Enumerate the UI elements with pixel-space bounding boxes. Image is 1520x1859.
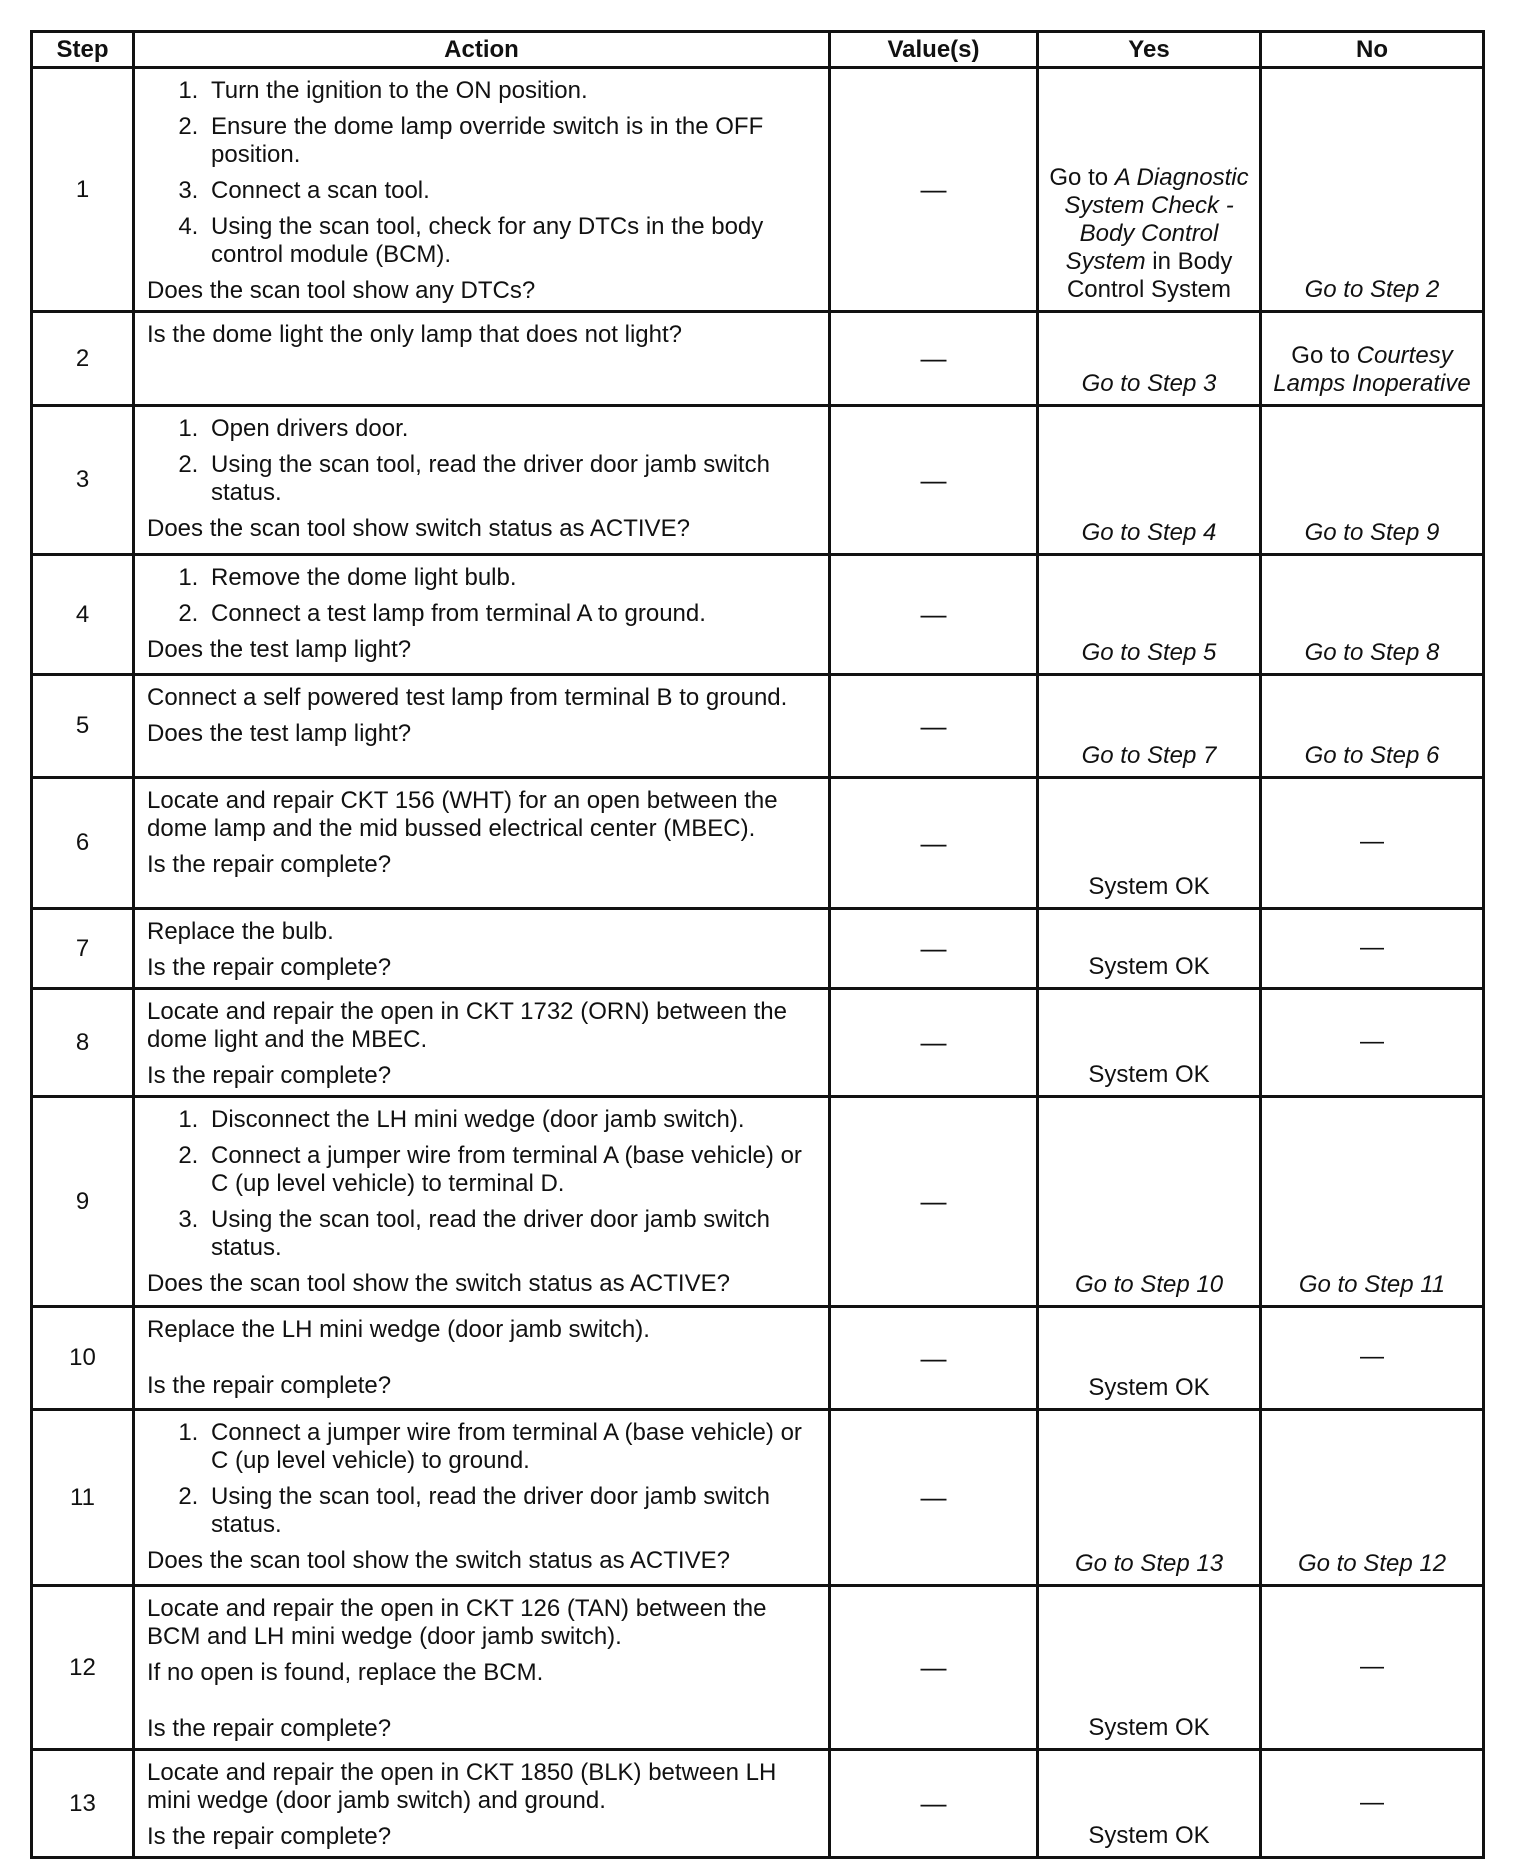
no-link: Go to Step 11 [1298, 1271, 1446, 1298]
yes-cell: System OK [1038, 909, 1261, 989]
header-step: Step [32, 32, 134, 68]
action-question: Does the scan tool show switch status as ACTIVE? [147, 515, 690, 542]
step-number: 11 [32, 1410, 134, 1586]
table-row [32, 989, 1484, 1097]
yes-link: Go to Step 5 [1081, 639, 1217, 666]
no-cell [1261, 68, 1484, 312]
table-row [32, 406, 1484, 555]
diagnostic-table [30, 30, 1485, 1859]
yes-cell: System OK [1038, 1307, 1261, 1410]
step-number: 13 [32, 1750, 134, 1858]
action-cell [134, 675, 830, 778]
value-cell: — [830, 1410, 1038, 1586]
action-cell [134, 909, 830, 989]
yes-cell: System OK [1038, 1586, 1261, 1750]
header-no: No [1261, 32, 1484, 68]
yes-cell: System OK [1038, 1750, 1261, 1858]
action-text: Locate and repair CKT 156 (WHT) for an open between the dome lamp and the mid bussed electrical center (MBEC). [147, 787, 778, 842]
action-list [147, 1419, 816, 1539]
no-cell: — [1261, 1586, 1484, 1750]
header-row [32, 32, 1484, 68]
step-number: 12 [32, 1586, 134, 1750]
yes-link: Go to Step 7 [1081, 742, 1217, 769]
action-question: Does the test lamp light? [147, 636, 412, 663]
yes-prefix: Go to [1049, 164, 1115, 191]
header-values: Value(s) [830, 32, 1038, 68]
step-number: 9 [32, 1097, 134, 1307]
action-cell [134, 1410, 830, 1586]
yes-cell [1038, 675, 1261, 778]
step-number: 5 [32, 675, 134, 778]
value-cell: — [830, 1750, 1038, 1858]
value-cell: — [830, 312, 1038, 406]
yes-link: Go to Step 10 [1074, 1271, 1224, 1298]
action-item: 2. Using the scan tool, read the driver door jamb switch status. [205, 451, 816, 507]
action-item: 1. Disconnect the LH mini wedge (door jamb switch). [205, 1106, 816, 1134]
action-question: Does the scan tool show any DTCs? [147, 277, 536, 304]
spacer [147, 1695, 816, 1715]
no-link: Go to Step 8 [1304, 639, 1440, 666]
action-item: 2. Connect a jumper wire from terminal A (base vehicle) or C (up level vehicle) to terminal D. [205, 1142, 816, 1198]
table-row [32, 1586, 1484, 1750]
no-link: Go to Step 12 [1297, 1550, 1447, 1577]
action-item: 1. Turn the ignition to the ON position. [205, 77, 816, 105]
no-cell [1261, 675, 1484, 778]
table-row [32, 1410, 1484, 1586]
action-list [147, 1106, 816, 1262]
no-prefix: Go to [1291, 342, 1357, 369]
yes-cell [1038, 1410, 1261, 1586]
yes-cell [1038, 1097, 1261, 1307]
yes-suffix: in Body Control System [1066, 248, 1233, 303]
action-item: 1. Connect a jumper wire from terminal A (base vehicle) or C (up level vehicle) to ground. [205, 1419, 816, 1475]
yes-link: Go to Step 13 [1074, 1550, 1224, 1577]
step-number: 2 [32, 312, 134, 406]
action-question: Is the repair complete? [147, 1372, 392, 1399]
action-list [147, 564, 816, 628]
yes-cell: System OK [1038, 778, 1261, 909]
value-cell: — [830, 555, 1038, 675]
table-row [32, 1307, 1484, 1410]
action-question: Is the repair complete? [147, 954, 392, 981]
no-cell [1261, 555, 1484, 675]
action-cell [134, 989, 830, 1097]
action-text: If no open is found, replace the BCM. [147, 1659, 544, 1686]
no-cell [1261, 1410, 1484, 1586]
no-link: Go to Step 2 [1304, 276, 1440, 303]
action-item: 1. Open drivers door. [205, 415, 816, 443]
action-question: Is the repair complete? [147, 1062, 392, 1089]
action-text: Replace the LH mini wedge (door jamb switch). [147, 1316, 650, 1343]
no-cell: — [1261, 909, 1484, 989]
table-row [32, 1097, 1484, 1307]
step-number: 3 [32, 406, 134, 555]
step-number: 6 [32, 778, 134, 909]
yes-cell [1038, 406, 1261, 555]
no-link: Go to Step 9 [1304, 519, 1440, 546]
action-text: Locate and repair the open in CKT 1850 (BLK) between LH mini wedge (door jamb switch) and ground. [147, 1759, 777, 1814]
action-list [147, 77, 816, 269]
no-cell: — [1261, 1307, 1484, 1410]
action-cell [134, 1097, 830, 1307]
spacer [147, 1352, 816, 1372]
yes-cell: System OK [1038, 989, 1261, 1097]
no-cell [1261, 406, 1484, 555]
no-cell [1261, 312, 1484, 406]
step-number: 7 [32, 909, 134, 989]
action-cell [134, 68, 830, 312]
action-text: Locate and repair the open in CKT 126 (TAN) between the BCM and LH mini wedge (door jamb switch). [147, 1595, 767, 1650]
action-question: Is the repair complete? [147, 1715, 392, 1742]
value-cell: — [830, 1097, 1038, 1307]
action-cell [134, 555, 830, 675]
table-row [32, 675, 1484, 778]
no-cell: — [1261, 1750, 1484, 1858]
no-cell: — [1261, 778, 1484, 909]
step-number: 4 [32, 555, 134, 675]
action-cell [134, 312, 830, 406]
action-item: 3. Using the scan tool, read the driver door jamb switch status. [205, 1206, 816, 1262]
action-cell [134, 1586, 830, 1750]
value-cell: — [830, 989, 1038, 1097]
yes-cell [1038, 312, 1261, 406]
action-item: 4. Using the scan tool, check for any DTCs in the body control module (BCM). [205, 213, 816, 269]
action-item: 2. Ensure the dome lamp override switch is in the OFF position. [205, 113, 816, 169]
action-item: 2. Using the scan tool, read the driver door jamb switch status. [205, 1483, 816, 1539]
action-item: 3. Connect a scan tool. [205, 177, 816, 205]
yes-link: Go to Step 4 [1081, 519, 1217, 546]
yes-cell [1038, 555, 1261, 675]
yes-link: Go to Step 3 [1081, 370, 1217, 397]
action-cell [134, 778, 830, 909]
value-cell: — [830, 675, 1038, 778]
value-cell: — [830, 1586, 1038, 1750]
table-row [32, 68, 1484, 312]
action-text: Replace the bulb. [147, 918, 334, 945]
table-row [32, 909, 1484, 989]
value-cell: — [830, 778, 1038, 909]
action-cell [134, 1750, 830, 1858]
yes-cell [1038, 68, 1261, 312]
header-yes: Yes [1038, 32, 1261, 68]
action-cell [134, 406, 830, 555]
action-question: Is the repair complete? [147, 1823, 392, 1850]
action-question: Is the dome light the only lamp that does not light? [147, 321, 682, 348]
value-cell: — [830, 68, 1038, 312]
table-row [32, 778, 1484, 909]
action-question: Does the test lamp light? [147, 720, 412, 747]
action-question: Does the scan tool show the switch status as ACTIVE? [147, 1547, 730, 1574]
yes-link-diagnostic-system-check: A Diagnostic System Check - Body Control System [1064, 164, 1249, 275]
table-row [32, 1750, 1484, 1858]
no-cell: — [1261, 989, 1484, 1097]
action-list [147, 415, 816, 507]
action-item: 2. Connect a test lamp from terminal A to ground. [205, 600, 816, 628]
action-cell [134, 1307, 830, 1410]
value-cell: — [830, 909, 1038, 989]
action-question: Is the repair complete? [147, 851, 392, 878]
header-action: Action [134, 32, 830, 68]
no-link: Go to Step 6 [1304, 742, 1440, 769]
action-item: 1. Remove the dome light bulb. [205, 564, 816, 592]
action-text: Connect a self powered test lamp from terminal B to ground. [147, 684, 788, 711]
value-cell: — [830, 1307, 1038, 1410]
action-question: Does the scan tool show the switch status as ACTIVE? [147, 1270, 730, 1297]
table-row [32, 312, 1484, 406]
value-cell: — [830, 406, 1038, 555]
no-cell [1261, 1097, 1484, 1307]
step-number: 1 [32, 68, 134, 312]
action-text: Locate and repair the open in CKT 1732 (ORN) between the dome light and the MBEC. [147, 998, 787, 1053]
table-row [32, 555, 1484, 675]
step-number: 10 [32, 1307, 134, 1410]
step-number: 8 [32, 989, 134, 1097]
no-link-courtesy-lamps: Courtesy Lamps Inoperative [1273, 342, 1471, 397]
